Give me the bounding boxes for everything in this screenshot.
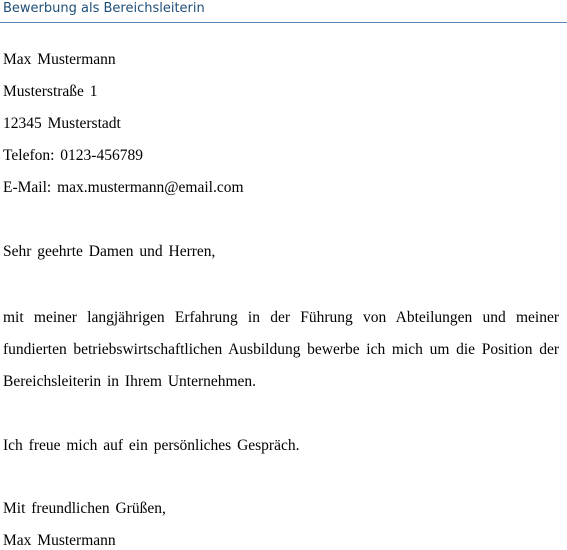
signature: Max Mustermann	[3, 532, 116, 549]
document-title: Bewerbung als Bereichsleiterin	[3, 1, 205, 16]
closing-sentence: Ich freue mich auf ein persönliches Gespräch.	[3, 437, 300, 454]
body-line-3: Bereichsleiterin in Ihrem Unternehmen.	[3, 373, 257, 390]
sender-name: Max Mustermann	[3, 51, 116, 68]
document-header	[0, 0, 567, 23]
sender-email: E-Mail: max.mustermann@email.com	[3, 179, 244, 196]
sender-phone: Telefon: 0123-456789	[3, 147, 143, 164]
closing: Mit freundlichen Grüßen,	[3, 500, 166, 517]
sender-street: Musterstraße 1	[3, 83, 98, 100]
salutation: Sehr geehrte Damen und Herren,	[3, 243, 216, 260]
body-line-1: mit meiner langjährigen Erfahrung in der Führung von Abteilungen und meiner	[3, 309, 559, 326]
body-line-2: fundierten betriebswirtschaftlichen Ausbildung bewerbe ich mich um die Position der	[3, 341, 559, 358]
sender-city: 12345 Musterstadt	[3, 115, 121, 132]
